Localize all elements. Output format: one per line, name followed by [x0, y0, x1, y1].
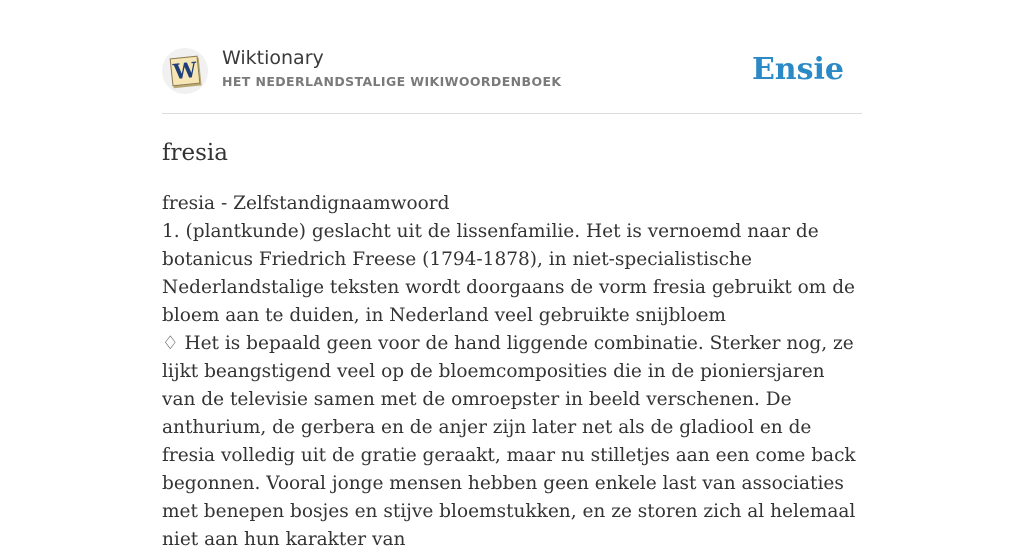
page-title: fresia — [162, 140, 228, 166]
site-header — [162, 46, 862, 94]
page — [162, 0, 862, 550]
logo-letter: W — [171, 56, 198, 85]
header-divider — [162, 113, 862, 114]
wiktionary-logo-icon[interactable] — [162, 48, 208, 94]
site-name[interactable]: Wiktionary — [222, 47, 324, 69]
entry-content — [162, 190, 862, 554]
entry-definition: 1. (plantkunde) geslacht uit de lissenfamilie. Het is vernoemd naar de botanicus Friedrich Freese (1794-1878), in niet-specialistische Nederlandstalige teksten wordt doorgaans de vorm fresia gebruikt om de bloem aan te duiden, in Nederland veel gebruikte snijbloem — [162, 221, 856, 326]
logo-tile — [170, 56, 201, 87]
entry-subtitle: fresia - Zelfstandignaamwoord — [162, 193, 450, 214]
ensie-brand-link[interactable]: Ensie — [751, 52, 844, 87]
site-tagline: HET NEDERLANDSTALIGE WIKIWOORDENBOEK — [222, 74, 562, 89]
entry-example: ♢ Het is bepaald geen voor de hand liggende combinatie. Sterker nog, ze lijkt beangstigend veel op de bloemcomposities die in de pioniersjaren van de televisie samen met de omroepster in beeld verschenen. De anthurium, de gerbera en de anjer zijn later net als de gladiool en de fresia volledig uit de gratie geraakt, maar nu stilletjes aan een come back begonnen. Vooral jonge mensen hebben geen enkele last van associaties met benepen bosjes en stijve bloemstukken, en ze storen zich al helemaal niet aan hun karakter van — [162, 333, 856, 550]
